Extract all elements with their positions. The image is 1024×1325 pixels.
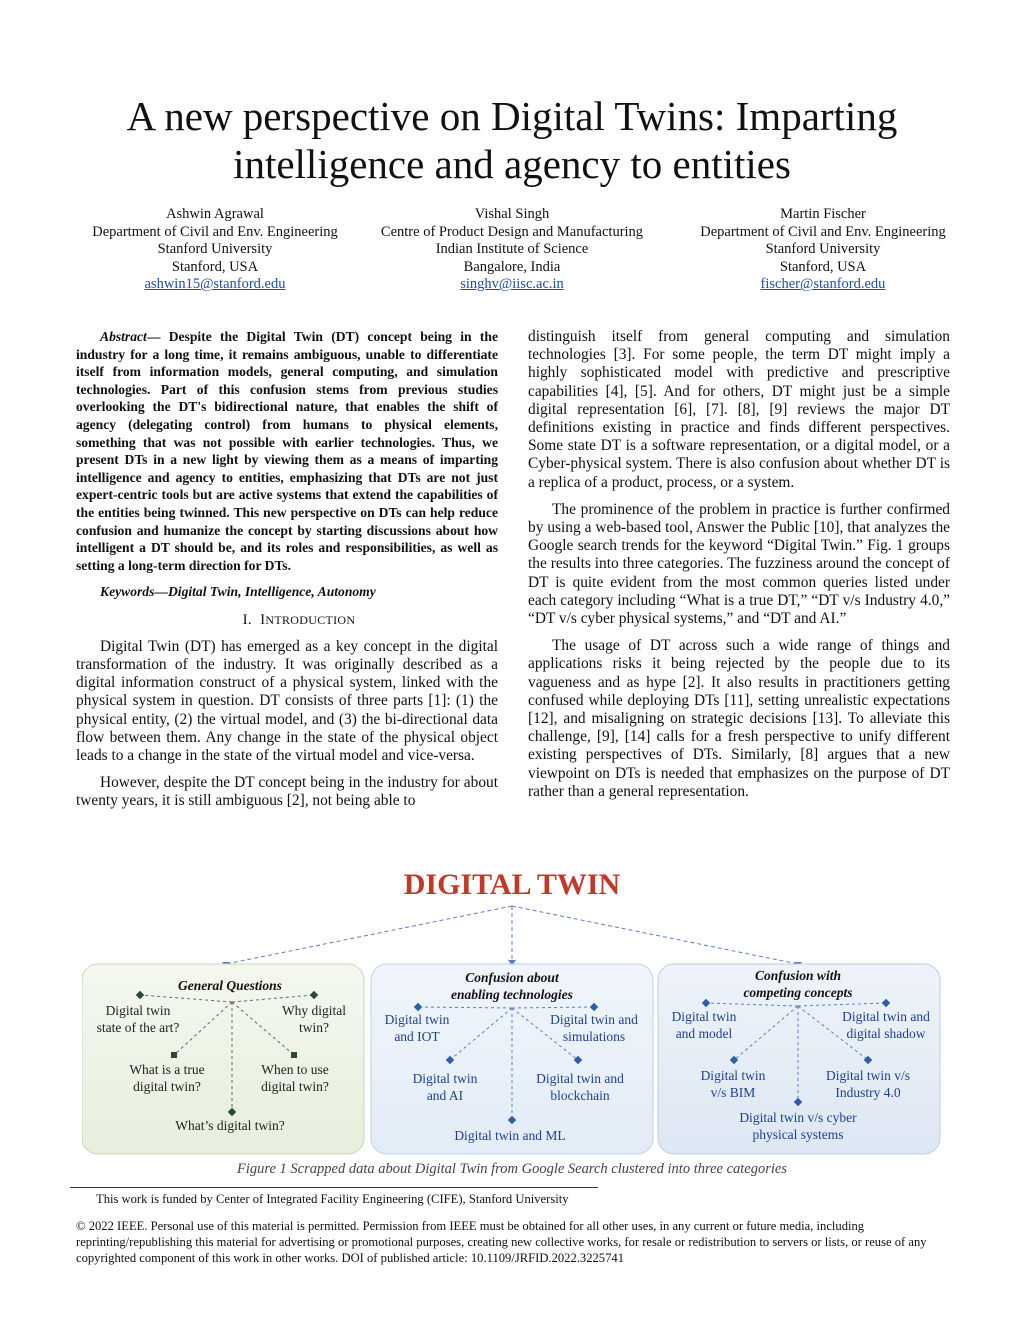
intro-paragraph-1: Digital Twin (DT) has emerged as a key concept in the digital transformation of the industry. It was originally described as a digital information construct of a physical system, linked with the physical system in question. DT consists of three parts [1]: (1) the physical entity, (2) the virtual model, and (3) the bi-directional data flow between them. Any change in the state of the physical object leads to a change in the state of the virtual model and vice-versa.: [76, 637, 498, 764]
author-email-link[interactable]: singhv@iisc.ac.in: [460, 276, 564, 292]
paper-title: A new perspective on Digital Twins: Imparting intelligence and agency to entities: [126, 93, 898, 187]
author-email-link[interactable]: ashwin15@stanford.edu: [144, 276, 286, 292]
abstract-text: — Despite the Digital Twin (DT) concept being in the industry for a long time, it remains ambiguous, unable to differentiate itself from information models, general computing, and simulation technologies. Part of this confusion stems from previous studies overlooking the DT's bidirectional nature, that enables the shift of agency (delegating control) from humans to physical elements, something that was not possible with earlier technologies. Thus, we present DTs in a new light by viewing them as a means of imparting intelligence and agency to entities, emphasizing that DTs are not just expert-centric tools but are active systems that extend the capabilities of the entities being twinned. This new perspective on DTs can help reduce confusion and humanize the concept by starting discussions about how intelligent a DT should be, and its roles and responsibilities, as well as setting a long-term direction for DTs.: [76, 329, 498, 573]
author-location: Bangalore, India: [463, 258, 561, 275]
author-email-link[interactable]: fischer@stanford.edu: [760, 276, 886, 292]
svg-text:Digital twin: Digital twin: [671, 1009, 737, 1024]
intro-paragraph-2: However, despite the DT concept being in the industry for about twenty years, it is still ambiguous [2], not being able to: [76, 774, 498, 810]
abstract: [76, 328, 498, 574]
footnote-rule: [70, 1187, 598, 1188]
svg-text:blockchain: blockchain: [550, 1088, 610, 1103]
author-institution: Indian Institute of Science: [435, 241, 589, 257]
svg-text:and AI: and AI: [426, 1088, 464, 1103]
author-1: [60, 206, 370, 294]
svg-text:When to use: When to use: [261, 1062, 329, 1077]
copyright-notice: © 2022 IEEE. Personal use of this material is permitted. Permission from IEEE must be obtained for all other uses, in any current or future media, including reprinting/republishing this material for advertising or promotional purposes, creating new collective works, for resale or redistribution to servers or lists, or reuse of any copyrighted component of this work in other works. DOI of published article: 10.1109/JRFID.2022.3225741: [76, 1219, 927, 1265]
category-box-enabling-technologies: [371, 964, 653, 1154]
svg-text:digital twin?: digital twin?: [133, 1079, 201, 1094]
author-location: Stanford, USA: [171, 258, 259, 275]
svg-text:and IOT: and IOT: [394, 1029, 440, 1044]
author-location: Stanford, USA: [779, 258, 867, 275]
figure-caption: Figure 1 Scrapped data about Digital Twin from Google Search clustered into three categories: [237, 1161, 787, 1177]
section-heading: I. INTRODUCTION: [242, 611, 356, 628]
svg-text:state of the art?: state of the art?: [96, 1020, 180, 1035]
svg-text:digital shadow: digital shadow: [846, 1026, 926, 1041]
svg-text:physical systems: physical systems: [752, 1127, 844, 1142]
svg-text:Digital twin v/s cyber: Digital twin v/s cyber: [739, 1110, 857, 1125]
figure-heading: DIGITAL TWIN: [403, 868, 621, 901]
svg-text:What is a true: What is a true: [129, 1062, 205, 1077]
funding-footnote: This work is funded by Center of Integrated Facility Engineering (CIFE), Stanford University: [96, 1192, 569, 1206]
body-paragraph-3: The usage of DT across such a wide range of things and applications risks it being rejected by the people due to its vagueness and as hype [2]. It also results in practitioners getting confused while deploying DTs [11], setting unrealistic expectations [12], and misaligning on strategic decisions [13]. To alleviate this challenge, [9], [14] calls for a fresh perspective to unify different existing perspectives of DTs. Similarly, [8] argues that a new viewpoint on DTs is needed that emphasizes on the purpose of DT rather than a general representation.: [528, 637, 950, 800]
svg-text:What’s digital twin?: What’s digital twin?: [175, 1118, 285, 1133]
author-name: Vishal Singh: [474, 206, 550, 222]
right-column: [528, 328, 950, 810]
box-title: General Questions: [178, 978, 282, 993]
author-2: [360, 206, 664, 294]
svg-text:Digital twin v/s: Digital twin v/s: [826, 1068, 910, 1083]
author-name: Ashwin Agrawal: [166, 206, 264, 222]
svg-text:Why digital: Why digital: [281, 1003, 347, 1018]
svg-text:simulations: simulations: [562, 1029, 626, 1044]
svg-text:Digital twin: Digital twin: [384, 1012, 450, 1027]
svg-text:Digital twin and ML: Digital twin and ML: [454, 1128, 566, 1143]
svg-text:Digital twin and: Digital twin and: [550, 1012, 638, 1027]
keywords: Keywords—Digital Twin, Intelligence, Autonomy: [100, 584, 376, 600]
svg-text:twin?: twin?: [299, 1020, 329, 1035]
svg-text:Confusion with: Confusion with: [755, 968, 841, 983]
author-3: [668, 206, 978, 294]
body-paragraph-1: distinguish itself from general computing and simulation technologies [3]. For some people, the term DT might imply a highly sophisticated model with predictive and prescriptive capabilities [4], [5]. And for others, DT might just be a simple digital representation [6], [7]. [8], [9] reviews the major DT definitions existing in practice and finds different perspectives. Some state DT is a software representation, or a digital model, or a Cyber-physical system. There is also confusion about whether DT is a replica of a product, process, or a system.: [528, 328, 950, 491]
svg-text:Digital twin: Digital twin: [412, 1071, 478, 1086]
svg-text:Digital twin: Digital twin: [105, 1003, 171, 1018]
svg-text:enabling technologies: enabling technologies: [451, 987, 573, 1002]
category-box-competing-concepts: [658, 964, 940, 1154]
heading-connectors: [226, 906, 798, 964]
left-column: [76, 328, 498, 820]
author-block: [60, 206, 964, 296]
author-institution: Stanford University: [765, 241, 881, 257]
svg-text:Digital twin and: Digital twin and: [536, 1071, 624, 1086]
svg-text:Digital twin and: Digital twin and: [842, 1009, 930, 1024]
abstract-label: Abstract: [100, 329, 147, 344]
svg-text:and model: and model: [675, 1026, 733, 1041]
author-name: Martin Fischer: [780, 206, 866, 222]
svg-text:Confusion about: Confusion about: [465, 970, 559, 985]
body-paragraph-2: The prominence of the problem in practice is further confirmed by using a web-based tool, Answer the Public [10], that analyzes the Google search trends for the keyword “Digital Twin.” Fig. 1 groups the results into three categories. The fuzziness around the concept of DT is quite evident from the most common queries listed under each category including “What is a true DT,” “DT v/s Industry 4.0,” “DT v/s cyber physical systems,” and “DT and AI.”: [528, 500, 950, 628]
author-affiliation: Department of Civil and Env. Engineering: [92, 223, 338, 240]
figure-1-diagram: [82, 862, 942, 1162]
author-institution: Stanford University: [157, 241, 273, 257]
category-box-general-questions: [82, 964, 364, 1154]
svg-text:competing concepts: competing concepts: [743, 985, 853, 1000]
author-affiliation: Department of Civil and Env. Engineering: [700, 223, 946, 240]
svg-text:digital twin?: digital twin?: [261, 1079, 329, 1094]
svg-text:v/s BIM: v/s BIM: [710, 1085, 756, 1100]
svg-text:Digital twin: Digital twin: [700, 1068, 766, 1083]
svg-text:Industry 4.0: Industry 4.0: [835, 1085, 901, 1100]
author-affiliation: Centre of Product Design and Manufacturing: [380, 223, 644, 240]
